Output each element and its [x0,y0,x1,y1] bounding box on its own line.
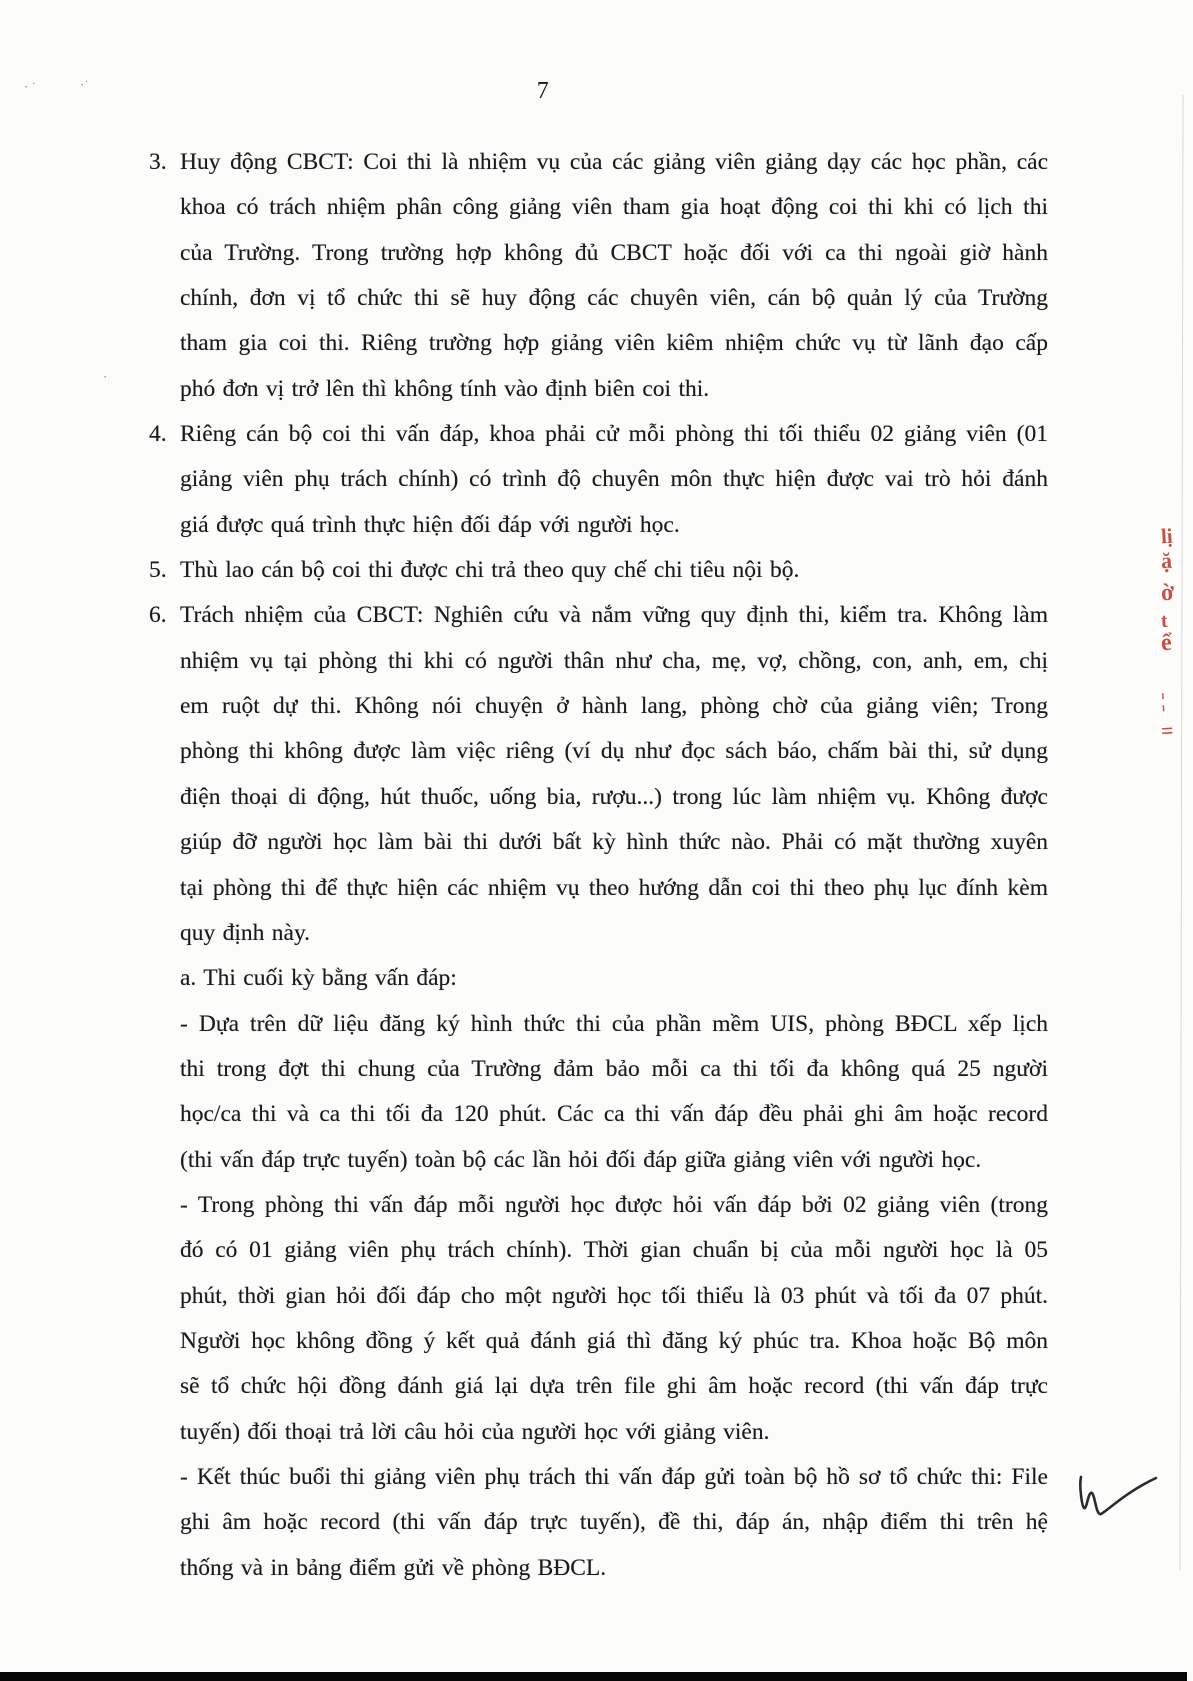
text-line: - Trong phòng thi vấn đáp mỗi người học được hỏi vấn đáp bởi 02 giảng viên (trong [180,1191,1048,1218]
text-line: - Kết thúc buổi thi giảng viên phụ trách thi vấn đáp gửi toàn bộ hồ sơ tổ chức thi: File [180,1463,1048,1490]
text-line: giảng viên phụ trách chính) có trình độ chuyên môn thực hiện được vai trò hỏi đánh [180,466,1048,493]
text-line: sẽ tổ chức hội đồng đánh giá lại dựa trên file ghi âm hoặc record (thi vấn đáp trực [180,1373,1048,1400]
red-stamp-fragments [1159,518,1182,758]
red-mark-fragment: ¦ [1160,689,1166,713]
text-line: thi trong đợt thi chung của Trường đảm bảo mỗi ca thi tối đa không quá 25 người [180,1055,1048,1082]
text-line: phòng thi không được làm việc riêng (ví dụ như đọc sách báo, chấm bài thi, sử dụng [180,738,1048,765]
list-number: 5. [149,557,167,584]
scan-speck: · [103,369,108,384]
text-line: của Trường. Trong trường hợp không đủ CBCT hoặc đối với ca thi ngoài giờ hành [180,239,1048,266]
handwritten-checkmark [1074,1470,1162,1526]
text-line: a. Thi cuối kỳ bằng vấn đáp: [180,965,457,992]
text-line: em ruột dự thi. Không nói chuyện ở hành lang, phòng chờ của giảng viên; Trong [180,693,1048,720]
scan-speck: · ˙ [24,79,36,94]
page-number: 7 [536,78,550,104]
red-mark-fragment: ể [1160,629,1173,657]
text-line: nhiệm vụ tại phòng thi khi có người thân như cha, mẹ, vợ, chồng, con, anh, em, chị [180,647,1048,674]
text-line: 4. Riêng cán bộ coi thi vấn đáp, khoa phải cử mỗi phòng thi tối thiểu 02 giảng viên (01 [180,412,1048,457]
text-line: điện thoại di động, hút thuốc, uống bia, rượu...) trong lúc làm nhiệm vụ. Không được [180,783,1048,810]
text-line: - Dựa trên dữ liệu đăng ký hình thức thi của phần mềm UIS, phòng BĐCL xếp lịch [180,1010,1048,1037]
scan-edge-bar [0,1672,1187,1681]
red-mark-fragment: = [1160,717,1175,744]
text-line: tuyến) đối thoại trả lời câu hỏi của người học với giảng viên. [180,1418,770,1445]
text-line: tham gia coi thi. Riêng trường hợp giảng viên kiêm nhiệm chức vụ từ lãnh đạo cấp [180,330,1048,357]
red-mark-fragment: ặ [1160,547,1173,574]
list-number: 3. [149,149,167,175]
scan-fold-line [1179,95,1183,1570]
text-line: phút, thời gian hỏi đối đáp cho một người học tối thiểu là 03 phút và tối đa 07 phút. [180,1282,1048,1309]
text-line: tại phòng thi để thực hiện các nhiệm vụ theo hướng dẫn coi thi theo phụ lục đính kèm [180,874,1048,901]
text-line: học/ca thi và ca thi tối đa 120 phút. Các ca thi vấn đáp đều phải ghi âm hoặc record [180,1101,1048,1128]
text-line: giá được quá trình thực hiện đối đáp với người học. [180,511,680,538]
list-number: 6. [149,602,167,629]
text-line: 6. Trách nhiệm của CBCT: Nghiên cứu và nắm vững quy định thi, kiểm tra. Không làm [180,593,1048,638]
text-line: 5. Thù lao cán bộ coi thi được chi trả theo quy chế chi tiêu nội bộ. [180,548,1048,593]
text-line: khoa có trách nhiệm phân công giảng viên tham gia hoạt động coi thi khi có lịch thi [180,194,1048,221]
text-line: 3. Huy động CBCT: Coi thi là nhiệm vụ của các giảng viên giảng dạy các học phần, các [180,140,1048,185]
red-mark-fragment: lị [1160,523,1174,549]
text-line: quy định này. [180,919,311,946]
text-line: ghi âm hoặc record (thi vấn đáp trực tuyến), đề thi, đáp án, nhập điểm thi trên hệ [180,1509,1048,1536]
scan-speck: ·˙ [80,77,89,92]
text-line: phó đơn vị trở lên thì không tính vào định biên coi thi. [180,375,710,402]
document-body [149,140,1048,1591]
text-line: chính, đơn vị tổ chức thi sẽ huy động các chuyên viên, cán bộ quản lý của Trường [180,285,1048,312]
red-mark-fragment: t [1160,609,1169,633]
red-mark-fragment: ờ [1160,579,1175,607]
list-number: 4. [149,421,167,448]
text-line: giúp đỡ người học làm bài thi dưới bất kỳ hình thức nào. Phải có mặt thường xuyên [180,829,1048,856]
text-line: Người học không đồng ý kết quả đánh giá thì đăng ký phúc tra. Khoa hoặc Bộ môn [180,1327,1048,1354]
text-line: thống và in bảng điểm gửi về phòng BĐCL. [180,1554,607,1581]
text-line: đó có 01 giảng viên phụ trách chính). Thời gian chuẩn bị của mỗi người học là 05 [180,1237,1048,1264]
text-line: (thi vấn đáp trực tuyến) toàn bộ các lần hỏi đối đáp giữa giảng viên với người học. [180,1146,982,1173]
